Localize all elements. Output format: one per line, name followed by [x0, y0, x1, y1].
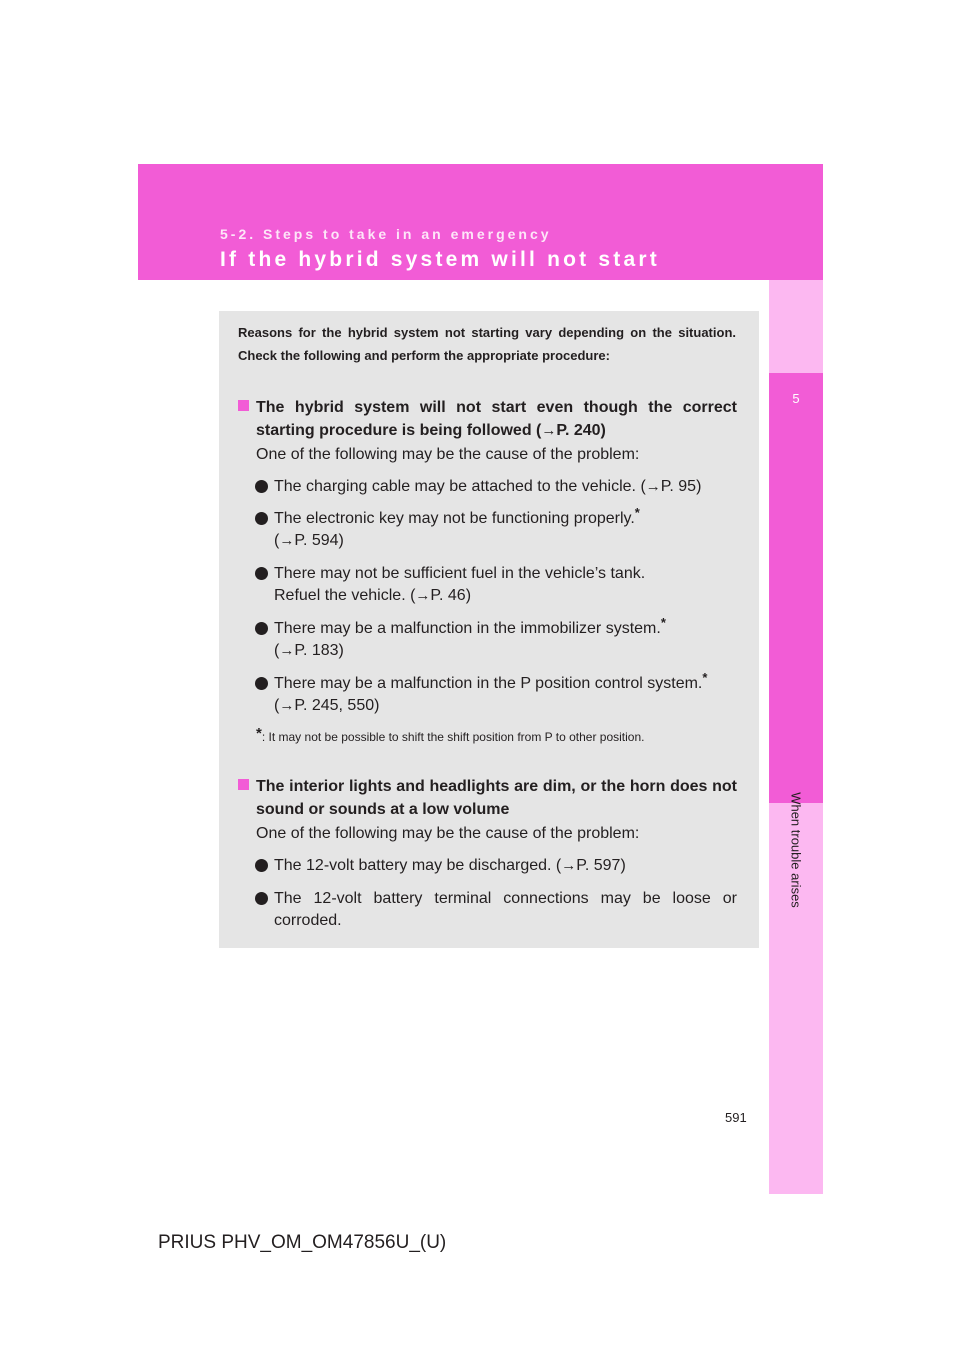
list-item-text: The 12-volt battery terminal connections may be loose or corroded. [274, 890, 737, 929]
page-reference: P. 594) [294, 532, 344, 549]
list-item-text: The 12-volt battery may be discharged. ( [274, 857, 562, 874]
bullet-icon [255, 677, 268, 690]
page-reference: P. 95) [660, 478, 702, 495]
chapter-name: When trouble arises [788, 792, 804, 908]
footnote-text: : It may not be possible to shift the shift position from P to other position. [261, 730, 645, 744]
arrow-icon: → [541, 422, 557, 439]
open-paren: ( [274, 697, 280, 714]
chapter-side-tab[interactable] [769, 280, 823, 1194]
section-heading-text: The hybrid system will not start even though the correct starting procedure is being followed ( [256, 399, 737, 439]
document-code: PRIUS PHV_OM_OM47856U_(U) [158, 1232, 447, 1253]
square-icon [238, 400, 249, 411]
bullet-icon [255, 892, 268, 905]
bullet-icon [255, 512, 268, 525]
list-item [274, 855, 737, 877]
page-reference: P. 597) [576, 857, 626, 874]
bullet-icon [255, 480, 268, 493]
lead-text: One of the following may be the cause of the problem: [256, 446, 640, 463]
intro-text: Reasons for the hybrid system not starting vary depending on the situation. Check the following and perform the appropriate procedure: [238, 325, 736, 363]
list-item-text: Refuel the vehicle. ( [274, 587, 416, 604]
chapter-number: 5 [792, 391, 800, 406]
arrow-icon: → [279, 642, 295, 659]
section-heading [256, 775, 737, 821]
page-reference: P. 183) [294, 642, 344, 659]
page-reference: P. 240) [556, 422, 606, 439]
page-number: 591 [725, 1110, 747, 1125]
arrow-icon: → [561, 857, 577, 874]
open-paren: ( [274, 532, 280, 549]
arrow-icon: → [415, 587, 431, 604]
list-item-text: There may be a malfunction in the immobilizer system. [274, 620, 661, 637]
page-reference: P. 245, 550) [294, 697, 380, 714]
footnote [256, 725, 755, 746]
footnote-marker: * [634, 505, 640, 520]
page-reference: P. 46) [430, 587, 472, 604]
section-label: 5-2. Steps to take in an emergency [220, 226, 552, 242]
footnote-marker: * [660, 615, 666, 630]
list-item-text: There may not be sufficient fuel in the vehicle’s tank. [274, 565, 646, 582]
list-item [274, 615, 737, 662]
open-paren: ( [274, 642, 280, 659]
arrow-icon: → [279, 532, 295, 549]
bullet-icon [255, 859, 268, 872]
arrow-icon: → [645, 478, 661, 495]
bullet-icon [255, 567, 268, 580]
chapter-marker [769, 373, 823, 803]
section-heading-text: The interior lights and headlights are dim, or the horn does not sound or sounds at a low volume [256, 778, 737, 818]
footnote-marker: * [256, 725, 262, 742]
list-item [274, 505, 737, 552]
list-item-text: The charging cable may be attached to the vehicle. ( [274, 478, 646, 495]
square-icon [238, 779, 249, 790]
list-item-text: The electronic key may not be functioning properly. [274, 510, 635, 527]
list-item [274, 476, 737, 498]
lead-text: One of the following may be the cause of the problem: [256, 825, 640, 842]
content-box [219, 311, 759, 948]
list-item [274, 888, 737, 932]
list-item [274, 670, 737, 717]
arrow-icon: → [279, 697, 295, 714]
footnote-marker: * [702, 670, 708, 685]
bullet-icon [255, 622, 268, 635]
list-item [274, 563, 737, 607]
page-title: If the hybrid system will not start [220, 248, 660, 271]
header-band [138, 164, 823, 280]
section-heading [256, 396, 737, 442]
list-item-text: There may be a malfunction in the P position control system. [274, 675, 703, 692]
